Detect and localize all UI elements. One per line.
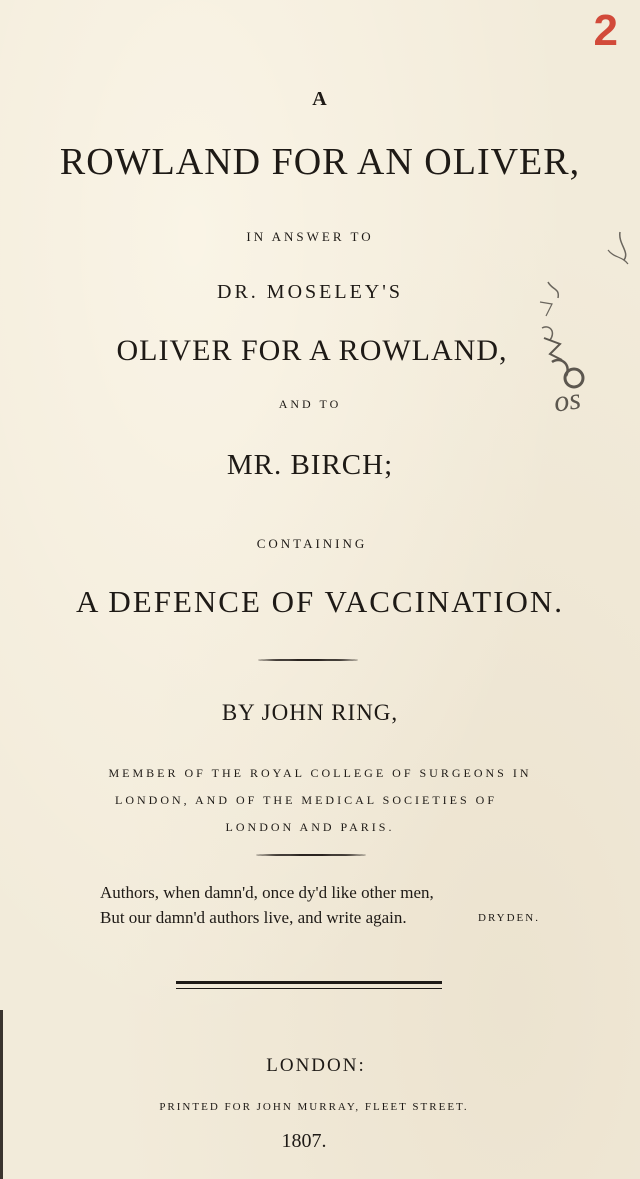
page-number-annotation: 2 bbox=[593, 6, 618, 55]
dr-moseley: DR. MOSELEY'S bbox=[217, 281, 403, 303]
publication-year: 1807. bbox=[281, 1130, 327, 1152]
epigraph-attribution: DRYDEN. bbox=[478, 912, 540, 924]
ornamental-rule bbox=[258, 659, 358, 661]
mr-birch: MR. BIRCH; bbox=[226, 449, 394, 481]
containing-label: CONTAINING bbox=[256, 536, 368, 551]
ornamental-rule bbox=[256, 854, 366, 856]
oliver-for-a-rowland: OLIVER FOR A ROWLAND, bbox=[116, 334, 508, 367]
binding-edge-shadow bbox=[0, 1010, 3, 1179]
imprint-city: LONDON: bbox=[266, 1055, 366, 1076]
and-to: AND TO bbox=[278, 397, 342, 411]
double-rule bbox=[176, 981, 442, 989]
main-title: ROWLAND FOR AN OLIVER, bbox=[59, 141, 581, 183]
in-answer-to: IN ANSWER TO bbox=[246, 229, 374, 244]
epigraph-line-2: But our damn'd authors live, and write again. bbox=[100, 908, 407, 927]
stamp-lettering: os bbox=[551, 382, 583, 419]
title-article: A bbox=[312, 88, 328, 110]
epigraph-line-1: Authors, when damn'd, once dy'd like other men, bbox=[100, 883, 434, 902]
author-credentials-line-3: LONDON AND PARIS. bbox=[225, 820, 395, 834]
author-credentials-line-1: MEMBER OF THE ROYAL COLLEGE OF SURGEONS IN bbox=[108, 766, 532, 780]
subtitle-defence: A DEFENCE OF VACCINATION. bbox=[75, 584, 565, 619]
author-credentials-line-2: LONDON, AND OF THE MEDICAL SOCIETIES OF bbox=[114, 793, 497, 807]
author-byline: BY JOHN RING, bbox=[221, 700, 399, 725]
publisher-line: PRINTED FOR JOHN MURRAY, FLEET STREET. bbox=[159, 1101, 469, 1113]
